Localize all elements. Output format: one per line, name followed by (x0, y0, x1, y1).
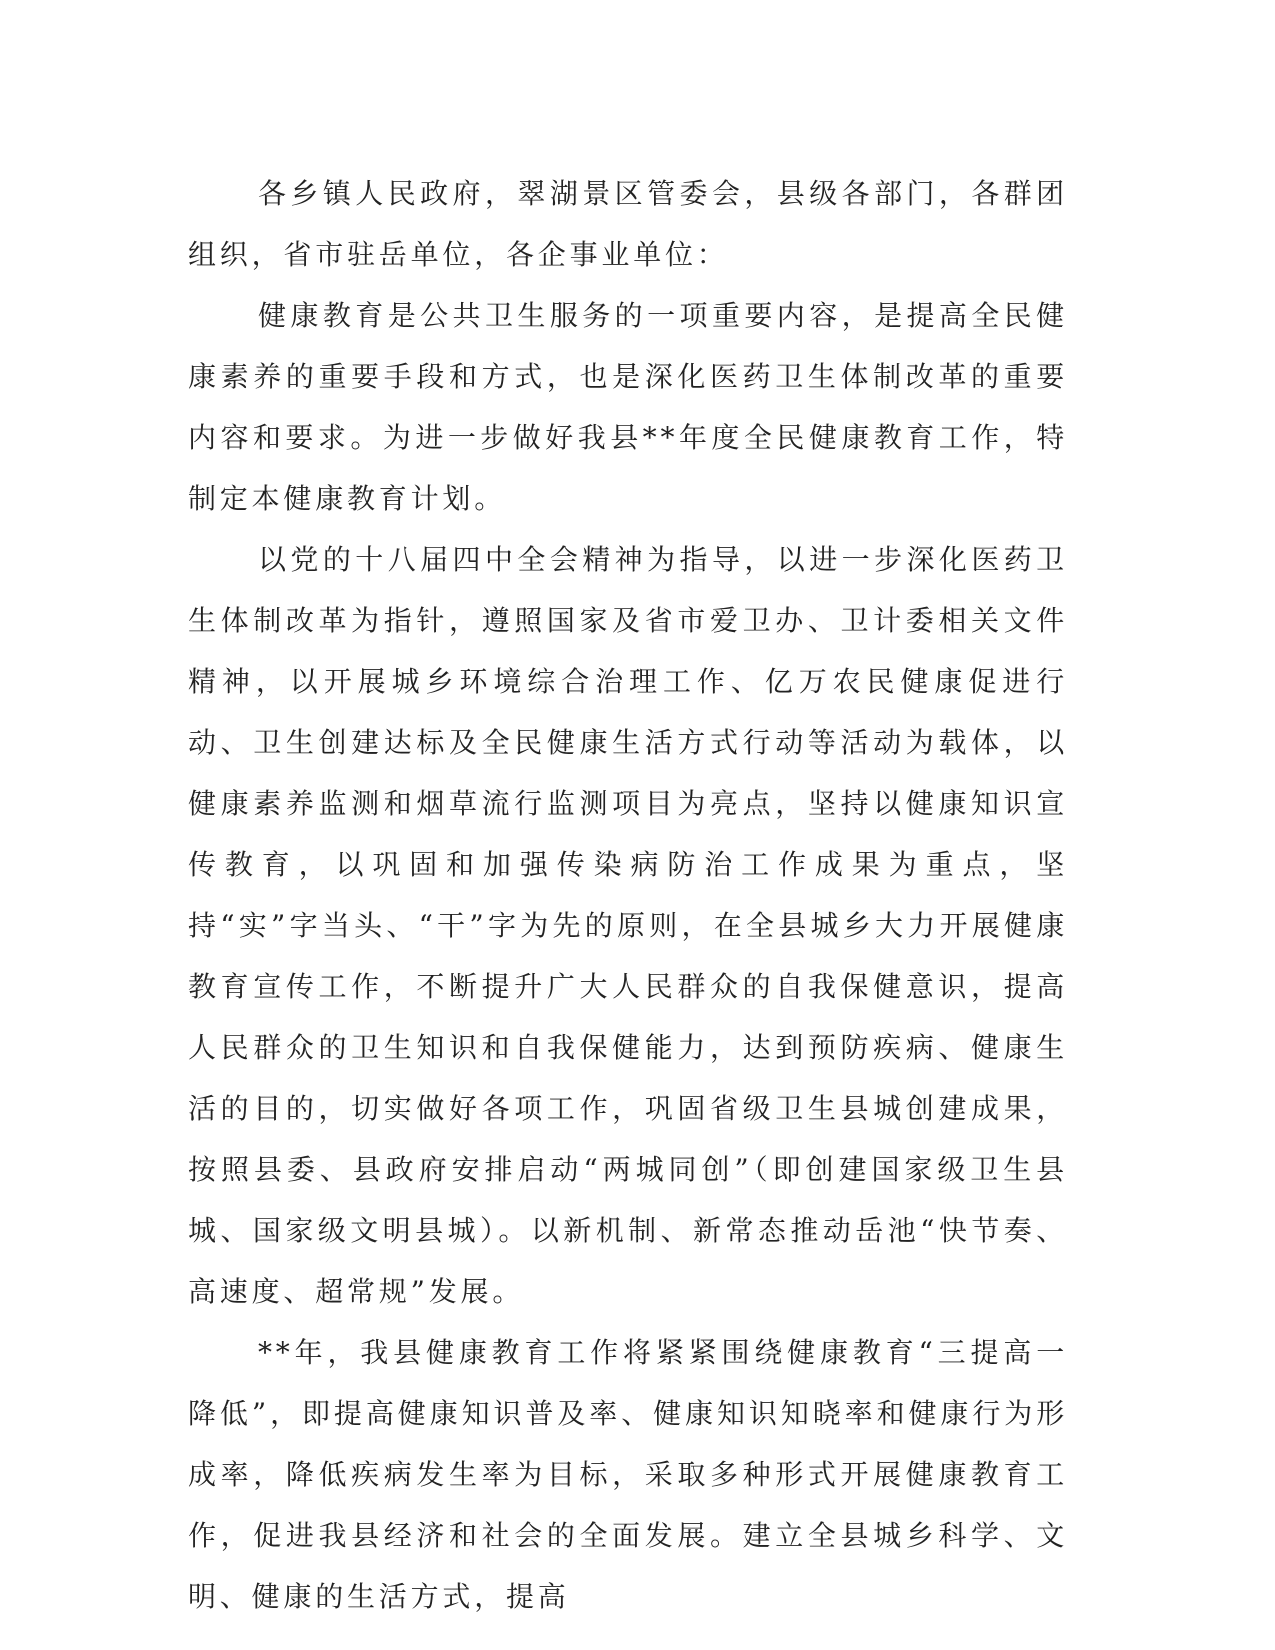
paragraph-introduction: 健康教育是公共卫生服务的一项重要内容，是提高全民健康素养的重要手段和方式，也是深化医药卫生体制改革的重要内容和要求。为进一步做好我县**年度全民健康教育工作，特制定本健康教育计划。 (188, 299, 1068, 515)
document-body (188, 163, 1068, 1627)
paragraph-guiding-principles: 以党的十八届四中全会精神为指导，以进一步深化医药卫生体制改革为指针，遵照国家及省市爱卫办、卫计委相关文件精神，以开展城乡环境综合治理工作、亿万农民健康促进行动、卫生创建达标及全民健康生活方式行动等活动为载体，以健康素养监测和烟草流行监测项目为亮点，坚持以健康知识宣传教育，以巩固和加强传染病防治工作成果为重点，坚持“实”字当头、“干”字为先的原则，在全县城乡大力开展健康教育宣传工作，不断提升广大人民群众的自我保健意识，提高人民群众的卫生知识和自我保健能力，达到预防疾病、健康生活的目的，切实做好各项工作，巩固省级卫生县城创建成果，按照县委、县政府安排启动“两城同创”（即创建国家级卫生县城、国家级文明县城）。以新机制、新常态推动岳池“快节奏、高速度、超常规”发展。 (188, 543, 1068, 1308)
paragraph-addressees: 各乡镇人民政府，翠湖景区管委会，县级各部门，各群团组织，省市驻岳单位，各企事业单位： (188, 177, 1068, 271)
paragraph-annual-goals: **年，我县健康教育工作将紧紧围绕健康教育“三提高一降低”，即提高健康知识普及率、健康知识知晓率和健康行为形成率，降低疾病发生率为目标，采取多种形式开展健康教育工作，促进我县经济和社会的全面发展。建立全县城乡科学、文明、健康的生活方式，提高 (188, 1336, 1068, 1613)
